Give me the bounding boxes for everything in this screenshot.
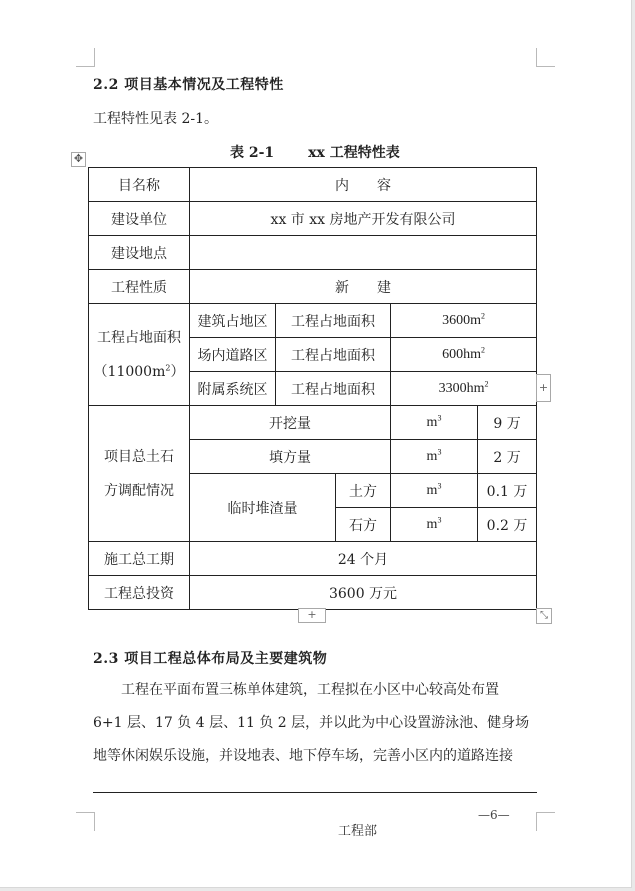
body-line-1[interactable]: 工程在平面布置三栋单体建筑，工程拟在小区中心较高处布置 — [121, 682, 499, 698]
excavation-value[interactable]: 9 万 — [478, 406, 537, 440]
land-zone-auxiliary[interactable]: 附属系统区 — [190, 372, 276, 406]
land-area-label-cell[interactable] — [89, 304, 190, 406]
table-row-total-investment — [89, 576, 537, 610]
table-row-excavation — [89, 406, 537, 440]
crop-mark-bottom-left — [76, 812, 95, 831]
construction-site-value[interactable] — [190, 236, 537, 270]
stockpile-soil-unit[interactable]: $m^3$ — [391, 474, 478, 508]
land-area-total: $(11000m^2)$ — [93, 362, 185, 380]
footer-label[interactable]: 工程部 — [338, 824, 378, 839]
earthwork-label-cell[interactable] — [89, 406, 190, 542]
earthwork-label-line2: 方调配情况 — [104, 482, 174, 499]
stockpile-soil-type[interactable]: 土方 — [336, 474, 391, 508]
construction-unit-label[interactable]: 建设单位 — [89, 202, 190, 236]
project-characteristics-table — [88, 167, 537, 610]
construction-period-value[interactable]: 24 个月 — [190, 542, 537, 576]
table-reference-text[interactable]: 工程特性见表 2-1。 — [93, 111, 218, 127]
section-heading-2-2[interactable]: 2.2 项目基本情况及工程特性 — [93, 77, 284, 93]
crop-mark-bottom-right — [536, 812, 555, 831]
land-area-label: 工程占地面积 — [97, 329, 181, 346]
fill-label[interactable]: 填方量 — [190, 440, 391, 474]
table-row-construction-period — [89, 542, 537, 576]
crop-mark-top-right — [536, 48, 555, 67]
crop-mark-top-left — [76, 48, 95, 67]
land-zone-road[interactable]: 场内道路区 — [190, 338, 276, 372]
table-row-land-area-1 — [89, 304, 537, 338]
table-caption-title: xx 工程特性表 — [308, 145, 400, 161]
excavation-label[interactable]: 开挖量 — [190, 406, 391, 440]
land-value-road[interactable]: $600hm^2$ — [391, 338, 537, 372]
table-caption[interactable] — [230, 142, 400, 162]
construction-period-label[interactable]: 施工总工期 — [89, 542, 190, 576]
table-resize-handle-icon[interactable]: ⤡ — [536, 608, 552, 624]
project-nature-value[interactable]: 新 建 — [190, 270, 537, 304]
fill-value[interactable]: 2 万 — [478, 440, 537, 474]
excavation-unit[interactable]: $m^3$ — [391, 406, 478, 440]
land-item-auxiliary[interactable]: 工程占地面积 — [276, 372, 391, 406]
add-row-button[interactable]: + — [298, 608, 326, 623]
page-number: —6— — [478, 808, 510, 822]
land-item-building[interactable]: 工程占地面积 — [276, 304, 391, 338]
stockpile-soil-value[interactable]: 0.1 万 — [478, 474, 537, 508]
land-value-building[interactable]: $3600m^2$ — [391, 304, 537, 338]
fill-unit[interactable]: $m^3$ — [391, 440, 478, 474]
stockpile-rock-type[interactable]: 石方 — [336, 508, 391, 542]
temp-stockpile-label[interactable]: 临时堆渣量 — [190, 474, 336, 542]
land-value-auxiliary[interactable]: $3300hm^2$ — [391, 372, 537, 406]
header-name-cell[interactable]: 目名称 — [89, 168, 190, 202]
earthwork-label-line1: 项目总土石 — [104, 448, 174, 465]
project-nature-label[interactable]: 工程性质 — [89, 270, 190, 304]
table-row-header — [89, 168, 537, 202]
stockpile-rock-value[interactable]: 0.2 万 — [478, 508, 537, 542]
construction-site-label[interactable]: 建设地点 — [89, 236, 190, 270]
footer-divider — [93, 792, 537, 793]
land-item-road[interactable]: 工程占地面积 — [276, 338, 391, 372]
total-investment-value[interactable]: 3600 万元 — [190, 576, 537, 610]
table-row-construction-site — [89, 236, 537, 270]
body-line-2[interactable]: 6+1 层、17 负 4 层、11 负 2 层，并以此为中心设置游泳池、健身场 — [93, 715, 530, 731]
stockpile-rock-unit[interactable]: $m^3$ — [391, 508, 478, 542]
body-line-3[interactable]: 地等休闲娱乐设施，并设地表、地下停车场，完善小区内的道路连接 — [93, 748, 513, 764]
header-content-cell[interactable]: 内 容 — [190, 168, 537, 202]
land-zone-building[interactable]: 建筑占地区 — [190, 304, 276, 338]
table-row-construction-unit — [89, 202, 537, 236]
table-caption-number: 表 2-1 — [230, 145, 275, 161]
section-heading-2-3[interactable]: 2.3 项目工程总体布局及主要建筑物 — [93, 651, 328, 667]
construction-unit-value[interactable]: xx 市 xx 房地产开发有限公司 — [190, 202, 537, 236]
total-investment-label[interactable]: 工程总投资 — [89, 576, 190, 610]
table-move-handle-icon[interactable]: ✥ — [71, 152, 86, 167]
table-row-project-nature — [89, 270, 537, 304]
add-column-button[interactable]: + — [536, 374, 551, 402]
